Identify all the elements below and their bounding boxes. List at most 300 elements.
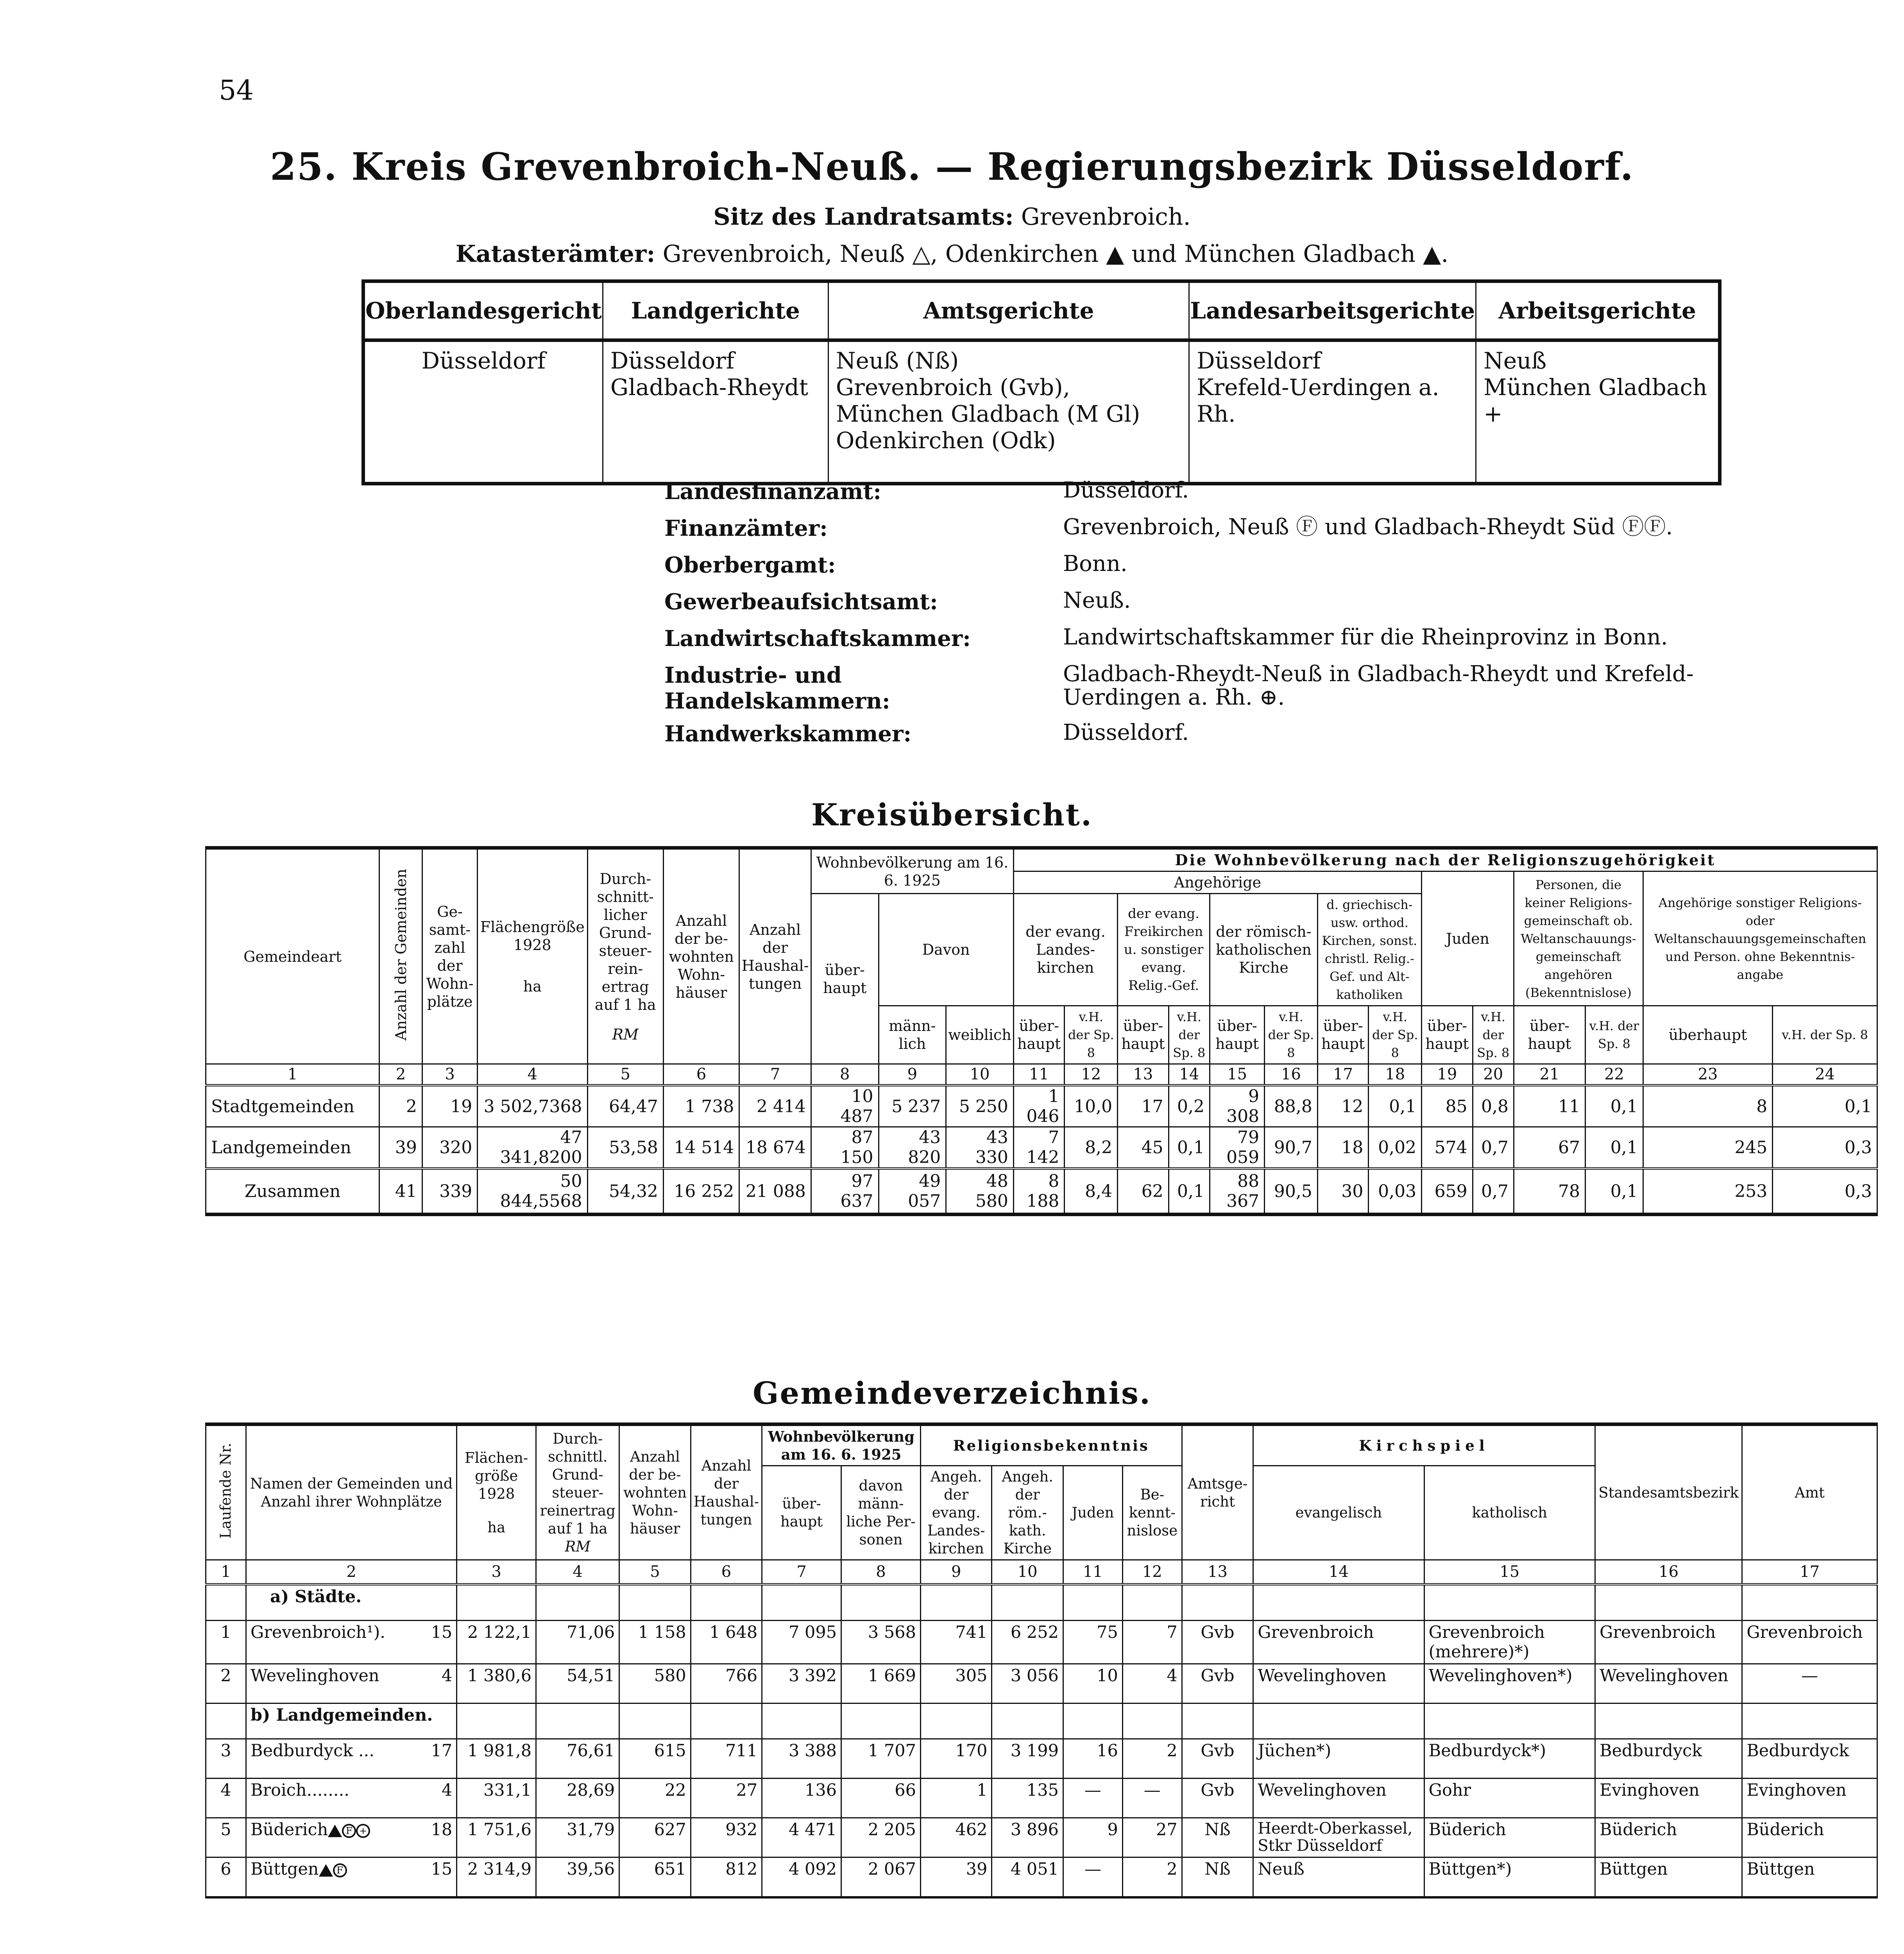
gemeinde-name: Grevenbroich¹). (250, 1623, 385, 1642)
cell: 90,7 (1265, 1127, 1318, 1169)
kreis-h-wohnhaeuser: Anzahl der bewohnten Wohnhäuser (663, 848, 739, 1064)
col-number: 20 (1473, 1064, 1514, 1086)
courts-cell: Düsseldorf (363, 340, 603, 484)
cell: 1 046 (1013, 1085, 1065, 1127)
col-number: 1 (206, 1064, 379, 1086)
cell: 1 738 (663, 1085, 739, 1127)
col-number: 7 (739, 1064, 811, 1086)
group-row (206, 1703, 1877, 1739)
kreis-h-grundsteuer-label: Durchschnittlicher Grundsteuerreinertrag auf 1 ha (594, 870, 656, 1013)
cell: 17 (1118, 1085, 1169, 1127)
col-number: 18 (1369, 1064, 1422, 1086)
handelskammer-circle-icon: + (356, 1824, 370, 1838)
gemeinde-name: Büttgen (250, 1859, 319, 1879)
cell: 3 568 (841, 1621, 921, 1664)
agency-value: Gladbach-Rheydt-Neuß in Gladbach-Rheydt und Krefeld-Uerdingen a. Rh. ⊕. (1063, 661, 1694, 710)
table-row (206, 1818, 1877, 1857)
cell: 1 707 (841, 1739, 921, 1779)
katasteramt-triangle-icon (328, 1825, 342, 1837)
cell: 2 (1122, 1857, 1182, 1898)
agency-value: Neuß. (1063, 588, 1131, 613)
table-row (206, 1621, 1877, 1664)
agency-value: Landwirtschaftskammer für die Rheinprovinz in Bonn. (1063, 624, 1668, 650)
cell: Grevenbroich (mehrere)*) (1424, 1621, 1595, 1664)
kreis-colnums (206, 1064, 1877, 1086)
cell: 11 (1514, 1085, 1585, 1127)
cell: 2 314,9 (457, 1857, 536, 1898)
cell: 339 (422, 1168, 477, 1215)
cell-name (246, 1779, 456, 1818)
cell: 2 067 (841, 1857, 921, 1898)
cell: 43 820 (879, 1127, 946, 1169)
courts-header: Arbeitsgerichte (1476, 281, 1720, 340)
kreis-h-sonstige: Angehörige sonstiger Religions- oder Weltanschauungsgemeinschaften und Person. ohne Bekenntnisangabe (1643, 871, 1877, 1006)
cell: Wevelinghoven (1253, 1664, 1424, 1703)
gem-h-bekenntnislose: Bekenntnislose (1122, 1466, 1182, 1560)
cell: 711 (691, 1739, 762, 1779)
gem-h-ueberhaupt: überhaupt (762, 1466, 841, 1560)
agency-label: Gewerbeaufsichtsamt: (664, 589, 938, 615)
cell: 4 (206, 1779, 246, 1818)
kreis-h-ub: überhaupt (1118, 1006, 1169, 1064)
kreis-h-freikirchen: der evang. Freikirchen u. sonstiger evang. Relig.-Gef. (1118, 894, 1210, 1006)
cell: Büttgen*) (1424, 1857, 1595, 1898)
kreis-h-katholisch: der römischkatholischen Kirche (1210, 894, 1318, 1006)
cell: 2 (379, 1085, 422, 1127)
cell: 3 502,7368 (478, 1085, 587, 1127)
cell: Grevenbroich (1595, 1621, 1742, 1664)
gem-h-amt: Amt (1742, 1424, 1877, 1560)
cell: 62 (1118, 1168, 1169, 1215)
kreis-h-grundsteuer (587, 848, 663, 1064)
courts-header: Landesarbeitsgerichte (1189, 281, 1476, 340)
group-row (206, 1584, 1877, 1621)
wohnplatz-count: 15 (431, 1859, 453, 1879)
kreis-h-flaeche-unit: ha (523, 977, 542, 995)
cell: 49 057 (879, 1168, 946, 1215)
cell: 0,7 (1473, 1127, 1514, 1169)
kreis-h-vh: v.H. der Sp. 8 (1773, 1006, 1877, 1064)
gemeinde-name: Wevelinghoven (250, 1666, 379, 1686)
cell: 766 (691, 1664, 762, 1703)
cell: 3 199 (992, 1739, 1063, 1779)
sitz-value: Grevenbroich. (1021, 203, 1191, 231)
kreis-h-bekenntnislose: Personen, die keiner Religionsgemeinschaft ob. Weltanschauungsgemeinschaft angehören (Bekenntnislose) (1514, 871, 1643, 1006)
gem-h-amtsgericht: Amtsgericht (1182, 1424, 1253, 1560)
cell: 3 (206, 1739, 246, 1779)
cell: Zusammen (206, 1168, 379, 1215)
col-number: 23 (1643, 1064, 1773, 1086)
agencies-list (664, 479, 1798, 758)
cell: 651 (619, 1857, 691, 1898)
kreis-h-vh: v.H. der Sp. 8 (1065, 1006, 1118, 1064)
gemeinde-name: Broich........ (250, 1780, 349, 1800)
cell: 615 (619, 1739, 691, 1779)
cell: 39 (379, 1127, 422, 1169)
agency-label: Industrie- und Handelskammern: (664, 662, 890, 714)
gemeinde-name: Büderich (250, 1820, 328, 1839)
cell: Büderich (1742, 1818, 1877, 1857)
cell: 8,4 (1065, 1168, 1118, 1215)
gem-h-grundsteuer-label: Durchschnittl. Grundsteuerreinertrag auf 1 ha (540, 1430, 616, 1537)
cell: 8 188 (1013, 1168, 1065, 1215)
cell: 9 308 (1210, 1085, 1265, 1127)
gemeinde-colnums (206, 1560, 1877, 1585)
kreis-h-ub: überhaupt (1422, 1006, 1473, 1064)
table-row (206, 1857, 1877, 1898)
agency-label: Handwerkskammer: (664, 721, 912, 747)
col-number: 9 (879, 1064, 946, 1086)
kreis-h-maennlich: männlich (879, 1006, 946, 1064)
page-number: 54 (219, 74, 254, 106)
col-number: 9 (920, 1560, 991, 1585)
cell-name (246, 1818, 456, 1857)
gem-h-grundsteuer-unit: RM (565, 1538, 591, 1555)
col-number: 15 (1210, 1064, 1265, 1086)
cell: Jüchen*) (1253, 1739, 1424, 1779)
cell: 10,0 (1065, 1085, 1118, 1127)
cell: 659 (1422, 1168, 1473, 1215)
courts-cell: Neuß (Nß) Grevenbroich (Gvb), München Gladbach (M Gl) Odenkirchen (Odk) (828, 340, 1189, 484)
table-row (206, 1127, 1877, 1169)
cell: 9 (1063, 1818, 1122, 1857)
kreis-h-flaeche (478, 848, 587, 1064)
kreis-h-vh: v.H. der Sp. 8 (1265, 1006, 1318, 1064)
col-number: 6 (691, 1560, 762, 1585)
cell: 66 (841, 1779, 921, 1818)
cell: 0,1 (1773, 1085, 1877, 1127)
cell: 0,1 (1585, 1168, 1643, 1215)
group-label: b) Landgemeinden. (246, 1703, 456, 1739)
kataster-value: Grevenbroich, Neuß △, Odenkirchen ▲ und München Gladbach ▲. (662, 240, 1449, 268)
gem-h-namen: Namen der Gemeinden und Anzahl ihrer Wohnplätze (246, 1424, 456, 1560)
kreis-h-juden: Juden (1422, 871, 1514, 1006)
cell: 1 648 (691, 1621, 762, 1664)
col-number: 11 (1063, 1560, 1122, 1585)
cell: 43 330 (946, 1127, 1014, 1169)
cell: 932 (691, 1818, 762, 1857)
cell: Büttgen (1595, 1857, 1742, 1898)
cell: 67 (1514, 1127, 1585, 1169)
wohnplatz-count: 18 (431, 1820, 453, 1839)
col-number: 13 (1182, 1560, 1253, 1585)
agency-value: Düsseldorf. (1063, 720, 1189, 745)
cell: 0,2 (1169, 1085, 1210, 1127)
cell: 3 056 (992, 1664, 1063, 1703)
cell: 31,79 (536, 1818, 619, 1857)
cell: Nß (1182, 1818, 1253, 1857)
col-number: 16 (1595, 1560, 1742, 1585)
col-number: 7 (762, 1560, 841, 1585)
kreis-h-wohnbev: Wohnbevölkerung am 16. 6. 1925 (811, 848, 1013, 894)
col-number: 17 (1317, 1064, 1369, 1086)
col-number: 6 (663, 1064, 739, 1086)
cell: 2 205 (841, 1818, 921, 1857)
cell: 76,61 (536, 1739, 619, 1779)
cell: 75 (1063, 1621, 1122, 1664)
cell: Gvb (1182, 1664, 1253, 1703)
cell: Bedburdyck (1595, 1739, 1742, 1779)
gem-h-flaeche (457, 1424, 536, 1560)
col-number: 21 (1514, 1064, 1585, 1086)
cell: Gvb (1182, 1739, 1253, 1779)
cell: 1 981,8 (457, 1739, 536, 1779)
cell: 16 (1063, 1739, 1122, 1779)
col-number: 14 (1253, 1560, 1424, 1585)
gem-h-flaeche-label: Flächengröße 1928 (465, 1449, 528, 1502)
cell: 4 (1122, 1664, 1182, 1703)
gem-h-standesamt: Standesamtsbezirk (1595, 1424, 1742, 1560)
kreis-h-ub: überhaupt (1643, 1006, 1773, 1064)
cell: 41 (379, 1168, 422, 1215)
agency-value: Bonn. (1063, 551, 1127, 576)
col-number: 13 (1118, 1064, 1169, 1086)
cell: 0,3 (1773, 1127, 1877, 1169)
gemeinde-name: Bedburdyck ... (250, 1741, 374, 1761)
kreis-h-angehoerige: Angehörige (1013, 871, 1421, 894)
cell: 7 095 (762, 1621, 841, 1664)
gem-h-wohnhaeuser: Anzahl der bewohnten Wohnhäuser (619, 1424, 691, 1560)
kreis-h-orthodox: d. griechischusw. orthod. Kirchen, sonst. christl. Relig.-Gef. und Altkatholiken (1317, 894, 1421, 1006)
cell: 135 (992, 1779, 1063, 1818)
courts-header: Amtsgerichte (828, 281, 1189, 340)
kreis-h-vh: v.H. der Sp. 8 (1473, 1006, 1514, 1064)
gem-h-religion: Religionsbekenntnis (920, 1424, 1182, 1466)
kreis-h-anzahl: Anzahl der Gemeinden (392, 868, 410, 1041)
kreis-title: Kreisübersicht. (811, 797, 1093, 833)
cell: 5 250 (946, 1085, 1014, 1127)
agency-label: Oberbergamt: (664, 552, 836, 578)
cell: 7 142 (1013, 1127, 1065, 1169)
cell-name (246, 1621, 456, 1664)
cell: 78 (1514, 1168, 1585, 1215)
cell: 331,1 (457, 1779, 536, 1818)
gem-h-kath: Angeh. der röm.kath. Kirche (992, 1466, 1063, 1560)
cell: — (1122, 1779, 1182, 1818)
kreis-h-weiblich: weiblich (946, 1006, 1014, 1064)
cell: 741 (920, 1621, 991, 1664)
courts-header: Landgerichte (603, 281, 828, 340)
katasteramt-triangle-icon (319, 1864, 333, 1877)
cell: 0,3 (1773, 1168, 1877, 1215)
cell: 5 (206, 1818, 246, 1857)
cell: 0,1 (1369, 1085, 1422, 1127)
kreis-h-ueberhaupt: überhaupt (811, 894, 879, 1064)
cell: 10 (1063, 1664, 1122, 1703)
wohnplatz-count: 15 (431, 1623, 453, 1642)
cell: Nß (1182, 1857, 1253, 1898)
cell: Wevelinghoven*) (1424, 1664, 1595, 1703)
kataster-line (0, 240, 1904, 268)
cell: Landgemeinden (206, 1127, 379, 1169)
cell: 3 388 (762, 1739, 841, 1779)
wohnplatz-count: 17 (431, 1741, 453, 1761)
kreis-h-ub: überhaupt (1210, 1006, 1265, 1064)
cell: 1 (206, 1621, 246, 1664)
cell: 88,8 (1265, 1085, 1318, 1127)
kreis-h-ub: überhaupt (1013, 1006, 1065, 1064)
cell: 4 092 (762, 1857, 841, 1898)
cell: 3 392 (762, 1664, 841, 1703)
col-number: 4 (536, 1560, 619, 1585)
cell: 39 (920, 1857, 991, 1898)
col-number: 16 (1265, 1064, 1318, 1086)
col-number: 14 (1169, 1064, 1210, 1086)
col-number: 3 (457, 1560, 536, 1585)
cell: 79 059 (1210, 1127, 1265, 1169)
gem-h-maennlich: davon männliche Personen (841, 1466, 921, 1560)
cell: 0,02 (1369, 1127, 1422, 1169)
cell: 580 (619, 1664, 691, 1703)
agency-label: Landwirtschaftskammer: (664, 626, 971, 651)
cell: Büderich (1424, 1818, 1595, 1857)
cell: Büderich (1595, 1818, 1742, 1857)
col-number: 5 (587, 1064, 663, 1086)
cell: 0,1 (1169, 1127, 1210, 1169)
cell: 54,32 (587, 1168, 663, 1215)
kreis-h-gemeindeart: Gemeindeart (206, 848, 379, 1064)
cell: 16 252 (663, 1168, 739, 1215)
gem-h-juden: Juden (1063, 1466, 1122, 1560)
col-number: 8 (841, 1560, 921, 1585)
cell-name (246, 1857, 456, 1898)
kreis-h-ub: überhaupt (1317, 1006, 1369, 1064)
table-row (206, 1739, 1877, 1779)
col-number: 11 (1013, 1064, 1065, 1086)
cell: 2 414 (739, 1085, 811, 1127)
cell: 170 (920, 1739, 991, 1779)
sitz-label: Sitz des Landratsamts: (713, 203, 1014, 231)
cell: 97 637 (811, 1168, 879, 1215)
cell: 5 237 (879, 1085, 946, 1127)
agency-label: Landesfinanzamt: (664, 479, 881, 505)
cell: Bedburdyck*) (1424, 1739, 1595, 1779)
cell: Gvb (1182, 1779, 1253, 1818)
cell: 4 051 (992, 1857, 1063, 1898)
cell: 39,56 (536, 1857, 619, 1898)
title-number: 25. (270, 145, 338, 189)
cell: 0,1 (1585, 1085, 1643, 1127)
cell: 54,51 (536, 1664, 619, 1703)
gem-h-grundsteuer (536, 1424, 619, 1560)
cell: 45 (1118, 1127, 1169, 1169)
cell: 8 (1643, 1085, 1773, 1127)
gem-h-kirchspiel: Kirchspiel (1253, 1424, 1595, 1466)
title-dash: — (935, 145, 974, 189)
cell: 574 (1422, 1127, 1473, 1169)
gem-h-evang: Angeh. der evang. Landeskirchen (920, 1466, 991, 1560)
cell: 30 (1317, 1168, 1369, 1215)
cell: 85 (1422, 1085, 1473, 1127)
courts-cell: Düsseldorf Krefeld-Uerdingen a. Rh. (1189, 340, 1476, 484)
cell: Gohr (1424, 1779, 1595, 1818)
cell: 18 (1317, 1127, 1369, 1169)
cell: 1 380,6 (457, 1664, 536, 1703)
cell: 305 (920, 1664, 991, 1703)
courts-header: Oberlandesgericht (363, 281, 603, 340)
cell: 71,06 (536, 1621, 619, 1664)
table-row (206, 1085, 1877, 1127)
cell: 1 (920, 1779, 991, 1818)
cell: 812 (691, 1857, 762, 1898)
cell-name (246, 1664, 456, 1703)
cell: 4 471 (762, 1818, 841, 1857)
cell: 0,1 (1169, 1168, 1210, 1215)
col-number: 4 (478, 1064, 587, 1086)
cell: 28,69 (536, 1779, 619, 1818)
col-number: 2 (379, 1064, 422, 1086)
cell: Neuß (1253, 1857, 1424, 1898)
col-number: 12 (1065, 1064, 1118, 1086)
col-number: 8 (811, 1064, 879, 1086)
cell: Wevelinghoven (1595, 1664, 1742, 1703)
cell: 12 (1317, 1085, 1369, 1127)
cell: 627 (619, 1818, 691, 1857)
table-row (206, 1779, 1877, 1818)
group-label: a) Städte. (246, 1584, 456, 1621)
col-number: 15 (1424, 1560, 1595, 1585)
courts-table (361, 279, 1721, 485)
gem-h-wohnbev: Wohnbevölkerung am 16. 6. 1925 (762, 1424, 921, 1466)
cell: 48 580 (946, 1168, 1014, 1215)
cell: Grevenbroich (1253, 1621, 1424, 1664)
cell: 245 (1643, 1127, 1773, 1169)
cell: — (1063, 1857, 1122, 1898)
table-row (206, 1664, 1877, 1703)
cell: 0,7 (1473, 1168, 1514, 1215)
sitz-line (0, 203, 1904, 231)
cell: 0,03 (1369, 1168, 1422, 1215)
courts-cell: Düsseldorf Gladbach-Rheydt (603, 340, 828, 484)
cell: 90,5 (1265, 1168, 1318, 1215)
cell: Gvb (1182, 1621, 1253, 1664)
kreis-h-wohnplaetze: Gesamtzahl der Wohnplätze (422, 848, 477, 1064)
kreis-h-religion: Die Wohnbevölkerung nach der Religionszugehörigkeit (1013, 848, 1877, 871)
cell: 0,1 (1585, 1127, 1643, 1169)
cell: 50 844,5568 (478, 1168, 587, 1215)
cell: 462 (920, 1818, 991, 1857)
col-number: 10 (946, 1064, 1014, 1086)
cell: 8,2 (1065, 1127, 1118, 1169)
cell-name (246, 1739, 456, 1779)
cell: 19 (422, 1085, 477, 1127)
cell: 6 (206, 1857, 246, 1898)
cell: 21 088 (739, 1168, 811, 1215)
cell: Bedburdyck (1742, 1739, 1877, 1779)
cell: — (1742, 1664, 1877, 1703)
gem-h-katholisch: katholisch (1424, 1466, 1595, 1560)
kreis-h-davon: Davon (879, 894, 1013, 1006)
col-number: 1 (206, 1560, 246, 1585)
cell: 253 (1643, 1168, 1773, 1215)
wohnplatz-count: 4 (441, 1780, 453, 1800)
cell: 18 674 (739, 1127, 811, 1169)
cell: Stadtgemeinden (206, 1085, 379, 1127)
col-number: 17 (1742, 1560, 1877, 1585)
cell: 0,8 (1473, 1085, 1514, 1127)
page-title (0, 145, 1904, 189)
gemeinde-title: Gemeindeverzeichnis. (752, 1376, 1152, 1411)
cell: 2 122,1 (457, 1621, 536, 1664)
finanzamt-circle-icon: F (333, 1863, 347, 1877)
cell: 1 669 (841, 1664, 921, 1703)
col-number: 5 (619, 1560, 691, 1585)
gem-h-flaeche-unit: ha (487, 1519, 506, 1536)
cell: 88 367 (1210, 1168, 1265, 1215)
gem-h-haushaltungen: Anzahl der Haushaltungen (691, 1424, 762, 1560)
title-kreis: Kreis Grevenbroich-Neuß. (351, 145, 922, 189)
kreis-h-evang: der evang. Landeskirchen (1013, 894, 1117, 1006)
